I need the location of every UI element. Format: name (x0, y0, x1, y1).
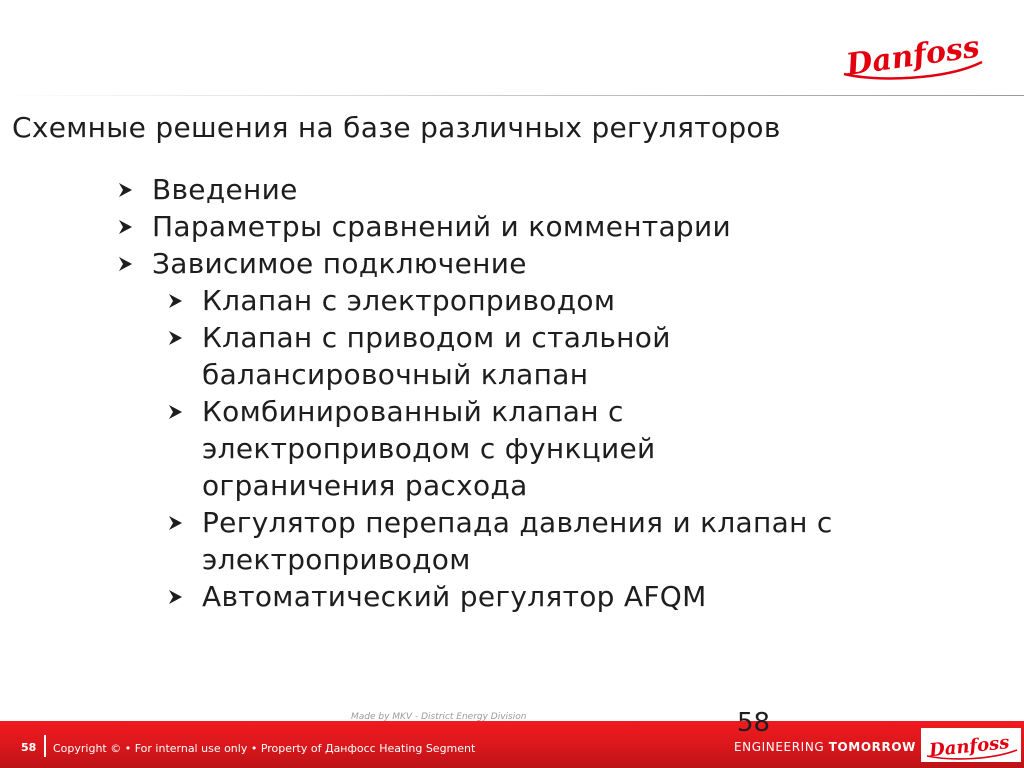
footer-copyright: Copyright © • For internal use only • Property of Данфосс Heating Segment (53, 742, 476, 755)
sub-bullet-text: Регулятор перепада давления и клапан с электроприводом (202, 506, 833, 576)
arrow-bullet-icon (116, 208, 138, 245)
bullet-text: Параметры сравнений и комментарии (152, 210, 732, 243)
made-by-note: Made by MKV - District Energy Division (351, 712, 527, 722)
sub-bullet-text: Автоматический регулятор AFQM (202, 580, 707, 613)
bullet-text: Зависимое подключение (152, 247, 527, 280)
sub-bullet-text: Клапан с электроприводом (202, 284, 616, 317)
danfoss-logo (836, 22, 986, 84)
footer-logo-box (921, 728, 1021, 762)
sub-bullet-text: Комбинированный клапан с электроприводом с функцией ограничения расхода (202, 395, 656, 502)
sub-list-item (202, 319, 762, 393)
tagline-part2: TOMORROW (828, 740, 916, 754)
bullet-text: Введение (152, 173, 298, 206)
tagline-part1: ENGINEERING (734, 740, 829, 754)
bullet-list (152, 171, 1012, 615)
footer-danfoss-logo (921, 728, 1021, 762)
sub-list-item (202, 282, 1012, 319)
footer-separator (44, 735, 46, 757)
arrow-bullet-icon (116, 171, 138, 208)
sub-bullet-list (202, 282, 1012, 615)
sub-bullet-text: Клапан с приводом и стальной балансировочный клапан (202, 321, 671, 391)
list-item (152, 171, 1012, 208)
sub-list-item (202, 393, 742, 504)
engineering-tomorrow-tagline (734, 740, 916, 754)
slide-title: Схемные решения на базе различных регуляторов (12, 111, 781, 144)
danfoss-logo-text: Danfoss (844, 29, 982, 83)
list-item (152, 245, 1012, 615)
page-number-large: 58 (737, 708, 771, 738)
list-item (152, 208, 1012, 245)
arrow-bullet-icon (166, 504, 188, 541)
arrow-bullet-icon (166, 578, 188, 615)
header-divider (0, 95, 1024, 96)
footer-page-number: 58 (21, 741, 37, 754)
arrow-bullet-icon (166, 393, 188, 430)
arrow-bullet-icon (116, 245, 138, 282)
arrow-bullet-icon (166, 282, 188, 319)
arrow-bullet-icon (166, 319, 188, 356)
sub-list-item (202, 578, 1012, 615)
footer-logo-text: Danfoss (928, 732, 1011, 762)
sub-list-item (202, 504, 962, 578)
